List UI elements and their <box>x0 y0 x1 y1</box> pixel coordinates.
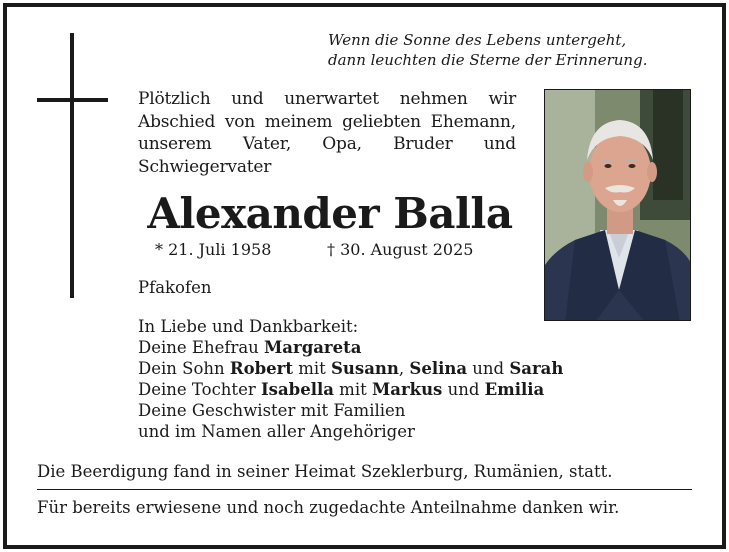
family-heading: In Liebe und Dankbarkeit: <box>138 317 359 336</box>
family-line-daughter: Deine Tochter Isabella mit Markus und Emilia <box>138 380 545 399</box>
grandchild-name: Selina <box>409 359 468 378</box>
divider <box>37 489 692 490</box>
grandchild-name: Sarah <box>509 359 564 378</box>
motto-line-1: Wenn die Sonne des Lebens untergeht, <box>328 31 627 49</box>
motto-line-2: dann leuchten die Sterne der Erinnerung. <box>328 51 648 69</box>
intro-text: Plötzlich und unerwartet nehmen wir Abschied von meinem geliebten Ehemann, unserem Vater, Opa, Bruder und Schwiegervater <box>138 89 516 177</box>
family-line-wife: Deine Ehefrau Margareta <box>138 338 362 357</box>
wife-name: Margareta <box>264 338 362 357</box>
cross-icon-horizontal <box>37 98 108 102</box>
grandchild-name: Emilia <box>484 380 545 399</box>
funeral-notice: Die Beerdigung fand in seiner Heimat Szeklerburg, Rumänien, statt. <box>37 462 613 481</box>
son-in-law-name: Markus <box>371 380 443 399</box>
family-list <box>138 316 638 442</box>
deceased-name: Alexander Balla <box>147 189 513 238</box>
grandchild-name: Susann <box>331 359 399 378</box>
cross-icon-vertical <box>70 33 74 298</box>
daughter-name: Isabella <box>260 380 334 399</box>
family-line-relatives: und im Namen aller Angehöriger <box>138 422 415 441</box>
thanks-notice: Für bereits erwiesene und noch zugedachte Anteilnahme danken wir. <box>37 498 620 517</box>
motto-quote <box>328 30 708 70</box>
family-line-siblings: Deine Geschwister mit Familien <box>138 401 406 420</box>
family-line-son: Dein Sohn Robert mit Susann, Selina und Sarah <box>138 359 564 378</box>
residence-place: Pfakofen <box>138 278 212 297</box>
son-name: Robert <box>229 359 293 378</box>
portrait-photo <box>544 89 691 321</box>
death-date: † 30. August 2025 <box>327 240 474 259</box>
birth-date: * 21. Juli 1958 <box>155 240 272 259</box>
